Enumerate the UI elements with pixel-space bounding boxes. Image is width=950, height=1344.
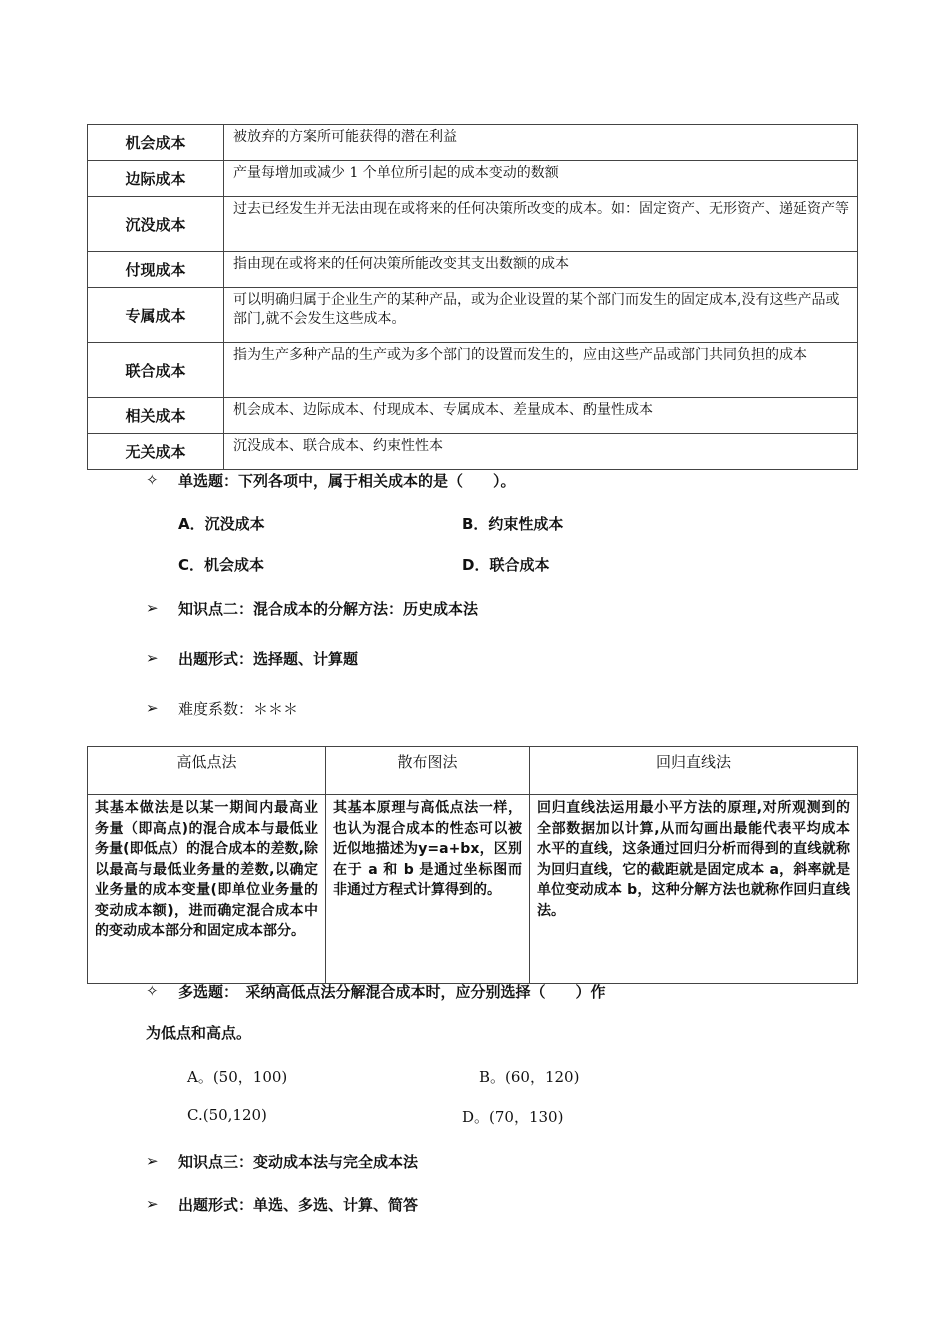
header-regression: 回归直线法 <box>530 747 858 795</box>
table-row <box>88 252 858 288</box>
header-scatter: 散布图法 <box>326 747 530 795</box>
arrow-bullet-icon: ➢ <box>146 1195 159 1213</box>
table-header-row <box>88 747 858 795</box>
arrow-bullet-icon: ➢ <box>146 1152 159 1170</box>
description-cell: 指为生产多种产品的生产或为多个部门的设置而发生的，应由这些产品或部门共同负担的成本 <box>224 343 858 398</box>
table-row <box>88 434 858 470</box>
table-row <box>88 288 858 343</box>
description-cell: 过去已经发生并无法由现在或将来的任何决策所改变的成本。如：固定资产、无形资产、递延资产等 <box>224 197 858 252</box>
option-b: B．约束性成本 <box>462 515 564 533</box>
decomposition-methods-table <box>87 746 858 984</box>
question-multiple-choice: 多选题： 采纳高低点法分解混合成本时，应分别选择（ ）作 <box>178 983 606 1001</box>
option-b: B。(60，120) <box>479 1068 580 1086</box>
description-cell: 产量每增加或减少 1 个单位所引起的成本变动的数额 <box>224 161 858 197</box>
question-continuation: 为低点和高点。 <box>146 1024 252 1042</box>
cell-high-low: 其基本做法是以某一期间内最高业务量（即高点)的混合成本与最低业务量(即低点）的混合成本的差数,除以最高与最低业务量的差数,以确定业务量的成本变量(即单位业务量的变动成本额)，进而确定混合成本中的变动成本部分和固定成本部分。 <box>88 795 326 984</box>
header-high-low: 高低点法 <box>88 747 326 795</box>
difficulty-rating: 难度系数：＊＊＊ <box>178 700 299 718</box>
arrow-bullet-icon: ➢ <box>146 599 159 617</box>
term-cell: 无关成本 <box>88 434 224 470</box>
term-cell: 相关成本 <box>88 398 224 434</box>
term-cell: 边际成本 <box>88 161 224 197</box>
term-cell: 专属成本 <box>88 288 224 343</box>
table-row <box>88 197 858 252</box>
description-cell: 可以明确归属于企业生产的某种产品，或为企业设置的某个部门而发生的固定成本,没有这些产品或部门,就不会发生这些成本。 <box>224 288 858 343</box>
question-format: 出题形式：单选、多选、计算、简答 <box>178 1196 419 1214</box>
cell-regression: 回归直线法运用最小平方法的原理,对所观测到的全部数据加以计算,从而勾画出最能代表平均成本水平的直线，这条通过回归分析而得到的直线就称为回归直线，它的截距就是固定成本 a，斜率就是单位变动成本 b，这种分解方法也就称作回归直线法。 <box>530 795 858 984</box>
option-d: D。(70，130) <box>462 1108 564 1126</box>
option-a: A。(50，100) <box>187 1068 288 1086</box>
table-row <box>88 125 858 161</box>
option-d: D．联合成本 <box>462 556 550 574</box>
term-cell: 付现成本 <box>88 252 224 288</box>
question-single-choice: 单选题：下列各项中，属于相关成本的是（ ）。 <box>178 472 516 490</box>
arrow-bullet-icon: ➢ <box>146 649 159 667</box>
diamond-bullet-icon: ✧ <box>146 982 159 1000</box>
table-row <box>88 161 858 197</box>
description-cell: 沉没成本、联合成本、约束性性本 <box>224 434 858 470</box>
option-c: C.(50,120) <box>187 1106 267 1124</box>
question-format: 出题形式：选择题、计算题 <box>178 650 359 668</box>
description-cell: 机会成本、边际成本、付现成本、专属成本、差量成本、酌量性成本 <box>224 398 858 434</box>
description-cell: 指由现在或将来的任何决策所能改变其支出数额的成本 <box>224 252 858 288</box>
term-cell: 联合成本 <box>88 343 224 398</box>
knowledge-point-title: 知识点三：变动成本法与完全成本法 <box>178 1153 419 1171</box>
table-row <box>88 795 858 984</box>
description-cell: 被放弃的方案所可能获得的潜在利益 <box>224 125 858 161</box>
cost-concepts-table <box>87 124 858 470</box>
option-a: A．沉没成本 <box>178 515 265 533</box>
knowledge-point-title: 知识点二：混合成本的分解方法：历史成本法 <box>178 600 479 618</box>
term-cell: 沉没成本 <box>88 197 224 252</box>
diamond-bullet-icon: ✧ <box>146 471 159 489</box>
option-c: C．机会成本 <box>178 556 265 574</box>
cell-scatter: 其基本原理与高低点法一样，也认为混合成本的性态可以被近似地描述为y=a+bx，区别在于 a 和 b 是通过坐标图而非通过方程式计算得到的。 <box>326 795 530 984</box>
table-row <box>88 343 858 398</box>
arrow-bullet-icon: ➢ <box>146 699 159 717</box>
table-row <box>88 398 858 434</box>
term-cell: 机会成本 <box>88 125 224 161</box>
